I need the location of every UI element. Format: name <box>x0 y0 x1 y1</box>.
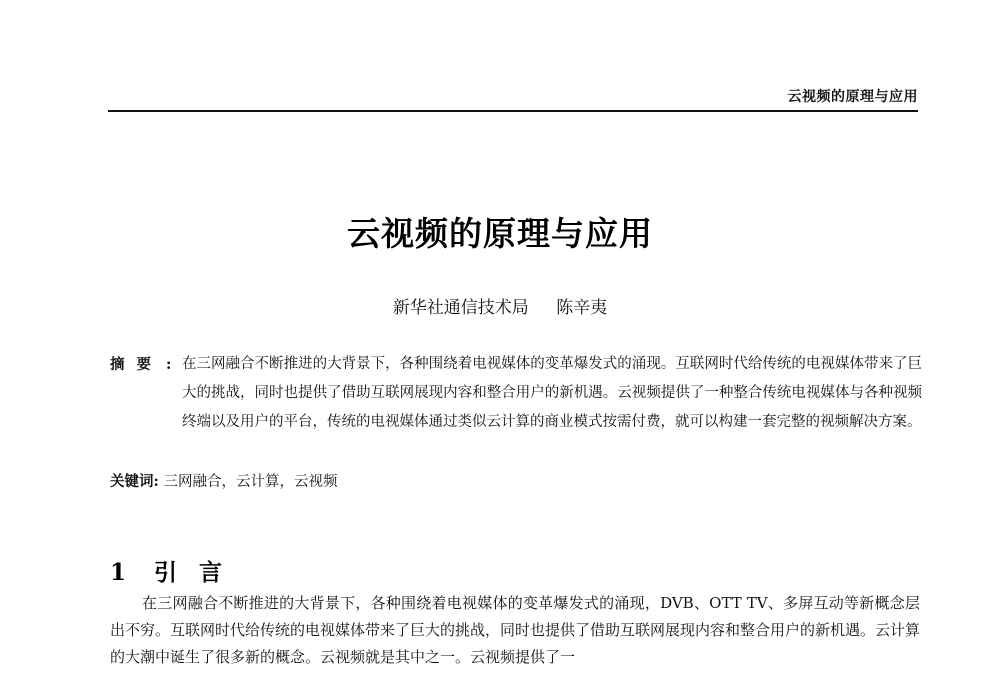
author-line <box>0 293 1000 318</box>
section-heading <box>110 554 244 587</box>
author-affiliation: 新华社通信技术局 <box>392 298 529 318</box>
keywords-text: 三网融合，云计算，云视频 <box>163 474 338 490</box>
paper-title: 云视频的原理与应用 <box>347 214 653 253</box>
abstract-colon: : <box>166 356 172 373</box>
section-paragraph: 在三网融合不断推进的大背景下，各种围绕着电视媒体的变革爆发式的涌现，DVB、OTT TV、多屏互动等新概念层出不穷。互联网时代给传统的电视媒体带来了巨大的挑战，同时也提供了借助互联网展现内容和整合用户的新机遇。云计算的大潮中诞生了很多新的概念。云视频就是其中之一。云视频提供了一 <box>110 594 921 666</box>
abstract-label: 摘要 <box>110 356 163 373</box>
section-number: 1 <box>110 559 127 586</box>
abstract <box>110 350 922 437</box>
keywords-label: 关键词: <box>110 473 159 490</box>
keywords <box>110 467 337 497</box>
abstract-text: 在三网融合不断推进的大背景下，各种围绕着电视媒体的变革爆发式的涌现。互联网时代给传统的电视媒体带来了巨大的挑战，同时也提供了借助互联网展现内容和整合用户的新机遇。云视频提供了一种整合传统电视媒体与各种视频终端以及用户的平台，传统的电视媒体通过类似云计算的商业模式按需付费，就可以构建一套完整的视频解决方案。 <box>182 356 922 430</box>
section-title: 引言 <box>154 559 245 586</box>
running-header: 云视频的原理与应用 <box>787 89 918 105</box>
header-rule <box>108 110 918 112</box>
author-name: 陈辛夷 <box>556 298 608 318</box>
